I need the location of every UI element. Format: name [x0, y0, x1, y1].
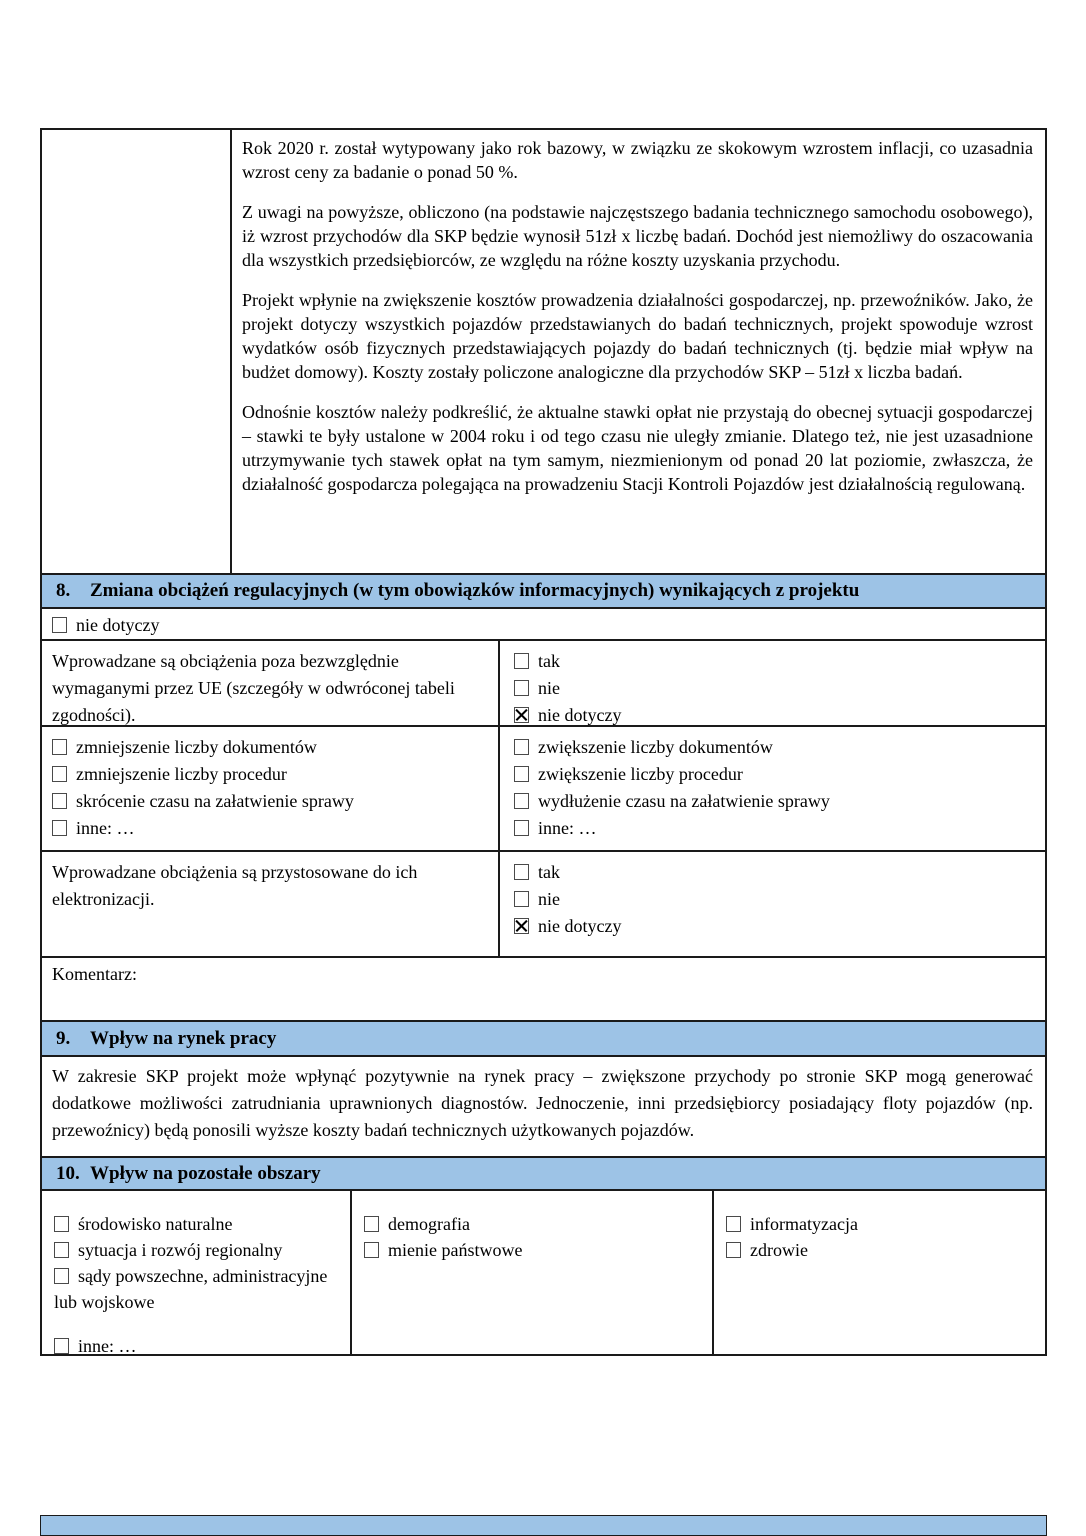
checkbox-nie-elektro[interactable]	[514, 891, 529, 907]
checkbox-nie-eu[interactable]	[514, 680, 529, 696]
section-9-header	[42, 1022, 1045, 1055]
option-wydluzenie-czasu	[514, 788, 1033, 815]
section-9-title: Wpływ na rynek pracy	[90, 1027, 277, 1049]
section-10-header	[42, 1158, 1045, 1189]
electronization-row	[42, 852, 1045, 958]
checkbox-zwiekszenie-dokumentow[interactable]	[514, 739, 529, 755]
section-9-body: W zakresie SKP projekt może wpłynąć pozytywnie na rynek pracy – zwiększone przychody po stronie SKP mogą generować dodatkowe możliwości zatrudniania uprawnionych diagnostów. Jednoczenie, inni przedsiębiorcy posiadający floty pojazdów (np. przewoźnicy) będą ponosili wyższe koszty badań technicznych użytkowanych pojazdów.	[52, 1066, 1033, 1140]
section-9-body-row	[42, 1057, 1045, 1158]
option-inne-section10	[54, 1333, 340, 1354]
impact-analysis-row	[42, 130, 1045, 575]
checkbox-wydluzenie-czasu[interactable]	[514, 793, 529, 809]
section-9-header-row	[42, 1022, 1045, 1057]
option-label: mienie państwowe	[388, 1240, 523, 1260]
eu-burdens-options	[500, 641, 1045, 725]
option-label: inne: …	[78, 1336, 137, 1354]
section-8-number: 8.	[56, 580, 71, 601]
form-table	[40, 128, 1047, 1356]
option-label: zwiększenie liczby dokumentów	[538, 737, 773, 757]
option-informatyzacja	[726, 1211, 1035, 1237]
impact-left-cell-empty	[42, 130, 232, 573]
option-nie	[514, 886, 1033, 913]
checkbox-nie-dotyczy-eu[interactable]	[514, 707, 529, 723]
option-zmniejszenie-dokumentow	[52, 734, 486, 761]
option-inne-decrease	[52, 815, 486, 842]
option-nie-dotyczy	[514, 913, 1033, 940]
electronization-question: Wprowadzane obciążenia są przystosowane do ich elektronizacji.	[42, 852, 500, 956]
option-mienie-panstwowe	[364, 1237, 702, 1263]
impact-paragraph-4: Odnośnie kosztów należy podkreślić, że aktualne stawki opłat nie przystają do obecnej sytuacji gospodarczej – stawki te były ustalone w 2004 roku i od tego czasu nie uległy zmianie. Dlatego też, nie jest uzasadnione utrzymywanie tych stawek opłat na tym samym, niezmienionym od ponad 20 lat poziomie, zwłaszcza, że działalność gospodarcza polegająca na prowadzeniu Stacji Kontroli Pojazdów jest działalnością regulowaną.	[242, 402, 1033, 494]
eu-burdens-question: Wprowadzane są obciążenia poza bezwzględnie wymaganymi przez UE (szczegóły w odwróconej tabeli zgodności).	[42, 641, 500, 725]
checkbox-zmniejszenie-dokumentow[interactable]	[52, 739, 67, 755]
checkbox-zwiekszenie-procedur[interactable]	[514, 766, 529, 782]
option-label: tak	[538, 651, 560, 671]
option-label: skrócenie czasu na załatwienie sprawy	[76, 791, 354, 811]
option-sytuacja-rozwoj-regionalny	[54, 1237, 340, 1263]
electronization-options	[500, 852, 1045, 956]
option-label: nie	[538, 678, 560, 698]
section-8-not-applicable-row	[42, 609, 1045, 641]
checkbox-sady-powszechne[interactable]	[54, 1268, 69, 1284]
option-demografia	[364, 1211, 702, 1237]
comment-label: Komentarz:	[52, 964, 137, 984]
option-label: zmniejszenie liczby dokumentów	[76, 737, 317, 757]
checkbox-tak-eu[interactable]	[514, 653, 529, 669]
checkbox-tak-elektro[interactable]	[514, 864, 529, 880]
option-nie-dotyczy	[514, 702, 1033, 727]
section-8-header-row	[42, 575, 1045, 609]
checkbox-inne-section10[interactable]	[54, 1338, 69, 1354]
impact-paragraph-2: Z uwagi na powyższe, obliczono (na podstawie najczęstszego badania technicznego samochodu osobowego), iż wzrost przychodów dla SKP będzie wynosił 51zł x liczbę badań. Dochód jest niemożliwy do oszacowania dla wszystkich przedsiębiorców, ze względu na różne koszty uzyskania przychodu.	[242, 202, 1033, 270]
option-sady-powszechne	[54, 1263, 340, 1315]
impact-paragraph-1: Rok 2020 r. został wytypowany jako rok bazowy, w związku ze skokowym wzrostem inflacji, co uzasadnia wzrost ceny za badanie o ponad 50 %.	[242, 138, 1033, 182]
checkbox-informatyzacja[interactable]	[726, 1216, 741, 1232]
option-inne-increase	[514, 815, 1033, 842]
option-zdrowie	[726, 1237, 1035, 1263]
option-tak	[514, 859, 1033, 886]
section-10-column-3	[714, 1191, 1045, 1354]
option-label: zdrowie	[750, 1240, 808, 1260]
section-10-number: 10.	[56, 1162, 80, 1184]
section-8-header	[42, 575, 1045, 607]
option-label: nie	[538, 889, 560, 909]
not-applicable-label: nie dotyczy	[76, 615, 160, 635]
option-label: inne: …	[538, 818, 597, 838]
option-nie	[514, 675, 1033, 702]
section-8-title: Zmiana obciążeń regulacyjnych (w tym obowiązków informacyjnych) wynikających z projektu	[90, 580, 860, 601]
option-label: sytuacja i rozwój regionalny	[78, 1240, 283, 1260]
section-9-number: 9.	[56, 1027, 71, 1049]
option-zwiekszenie-procedur	[514, 761, 1033, 788]
option-label: środowisko naturalne	[78, 1214, 233, 1234]
next-section-header-cutoff	[40, 1515, 1047, 1536]
checkbox-nie-dotyczy-section8[interactable]	[52, 617, 67, 633]
option-zwiekszenie-dokumentow	[514, 734, 1033, 761]
option-tak	[514, 648, 1033, 675]
option-label: sądy powszechne, administracyjne lub wojskowe	[54, 1266, 328, 1312]
burden-changes-row	[42, 727, 1045, 852]
checkbox-srodowisko-naturalne[interactable]	[54, 1216, 69, 1232]
impact-paragraph-3: Projekt wpłynie na zwiększenie kosztów prowadzenia działalności gospodarczej, np. przewoźników. Jako, że projekt dotyczy wszystkich pojazdów przedstawianych do badań technicznych, projekt spowoduje wzrost wydatków osób fizycznych przedstawiających pojazdy do badań technicznych (tj. będzie miał wpływ na budżet domowy). Koszty zostały policzone analogiczne dla przychodów SKP – 51zł x liczba badań.	[242, 290, 1033, 382]
option-label: zmniejszenie liczby procedur	[76, 764, 287, 784]
checkbox-sytuacja-rozwoj-regionalny[interactable]	[54, 1242, 69, 1258]
option-label: informatyzacja	[750, 1214, 858, 1234]
section-10-column-2	[352, 1191, 714, 1354]
section-10-column-1	[42, 1191, 352, 1354]
option-label: inne: …	[76, 818, 135, 838]
option-label: tak	[538, 862, 560, 882]
comment-row	[42, 958, 1045, 1022]
checkbox-zmniejszenie-procedur[interactable]	[52, 766, 67, 782]
not-applicable-option	[42, 609, 1045, 639]
section-10-title: Wpływ na pozostałe obszary	[90, 1162, 321, 1184]
burden-decrease-options	[42, 727, 500, 850]
option-label: demografia	[388, 1214, 470, 1234]
burden-increase-options	[500, 727, 1045, 850]
checkbox-inne-decrease[interactable]	[52, 820, 67, 836]
checkbox-inne-increase[interactable]	[514, 820, 529, 836]
option-label: zwiększenie liczby procedur	[538, 764, 743, 784]
option-label: wydłużenie czasu na załatwienie sprawy	[538, 791, 830, 811]
checkbox-zdrowie[interactable]	[726, 1242, 741, 1258]
checkbox-nie-dotyczy-elektro[interactable]	[514, 918, 529, 934]
option-label: nie dotyczy	[538, 916, 622, 936]
section-10-options-row	[42, 1191, 1045, 1354]
impact-analysis-text	[232, 130, 1045, 573]
checkbox-demografia[interactable]	[364, 1216, 379, 1232]
option-label: nie dotyczy	[538, 705, 622, 725]
checkbox-mienie-panstwowe[interactable]	[364, 1242, 379, 1258]
option-skrocenie-czasu	[52, 788, 486, 815]
section-10-header-row	[42, 1158, 1045, 1191]
option-zmniejszenie-procedur	[52, 761, 486, 788]
eu-burdens-row	[42, 641, 1045, 727]
checkbox-skrocenie-czasu[interactable]	[52, 793, 67, 809]
option-srodowisko-naturalne	[54, 1211, 340, 1237]
